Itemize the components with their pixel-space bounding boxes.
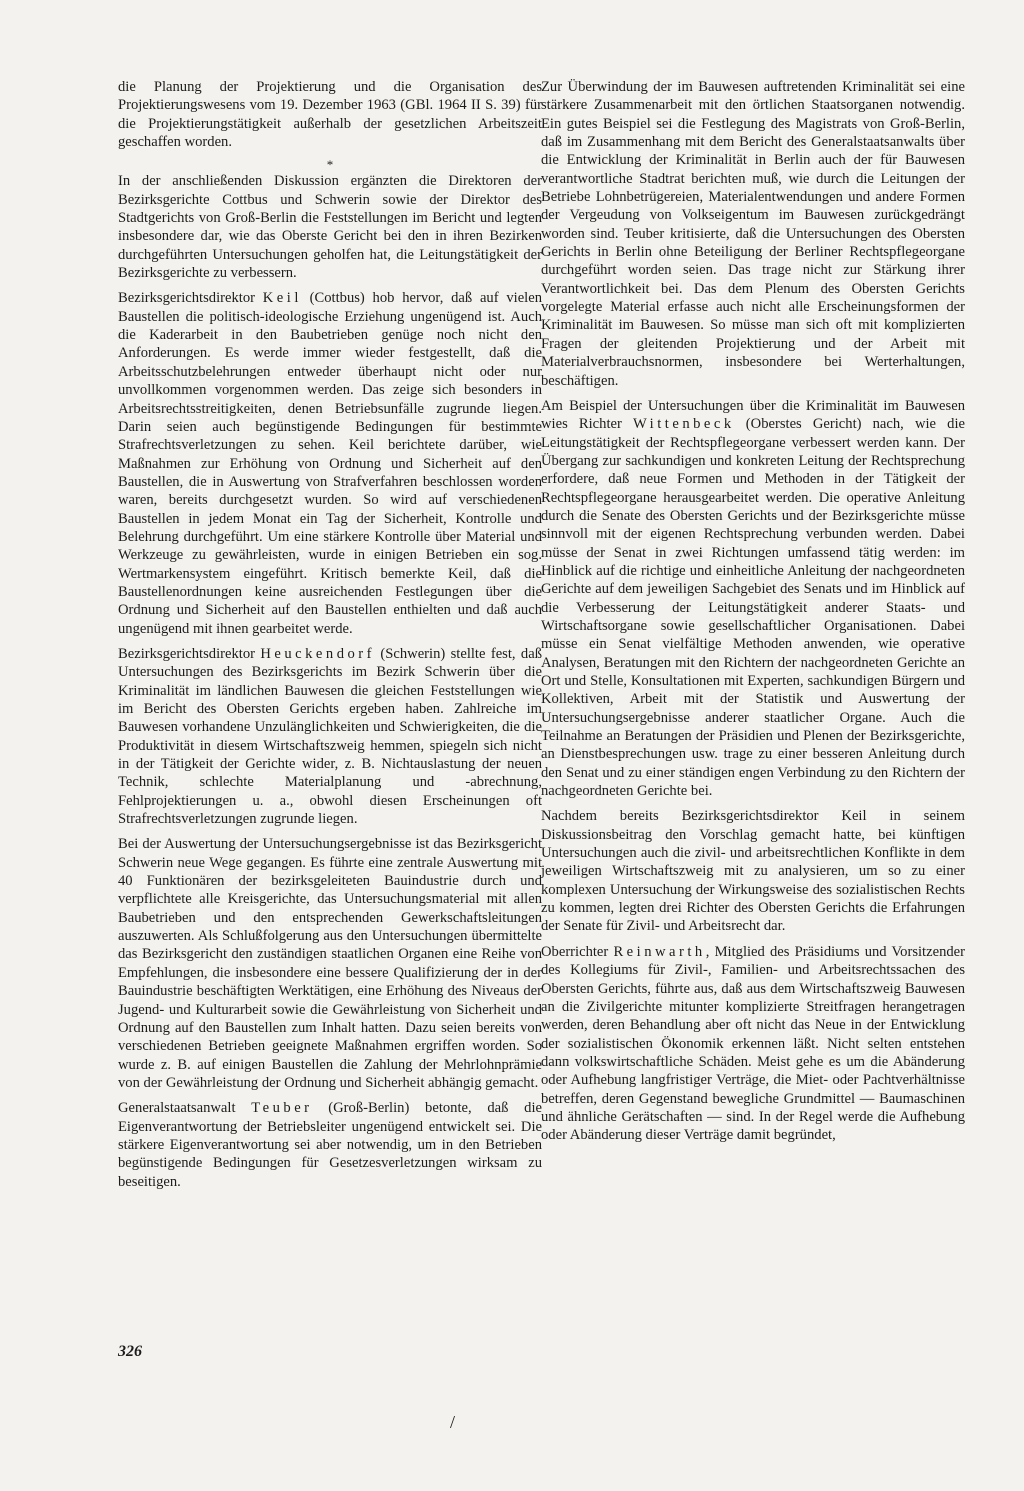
paragraph: Bei der Auswertung der Untersuchungsergebnisse ist das Bezirksgericht Schwerin neue Wege gegangen. Es führte eine zentrale Auswertung mit 40 Funktionären der bezirksgeleiteten Bauindustrie durch und verpflichtete alle Kreisgerichte, das Untersuchungsmaterial mit allen Baubetrieben und den entsprechenden Gewerkschaftsleitungen auszuwerten. Als Schlußfolgerung aus den Untersuchungen übermittelte das Bezirksgericht den zuständigen staatlichen Organen eine Reihe von Empfehlungen, die insbesondere eine bessere Qualifizierung der in der Bauindustrie beschäftigten Werktätigen, eine Erhöhung des Niveaus der Jugend- und Kulturarbeit sowie die Gewährleistung von Sicherheit und Ordnung auf den Baustellen zum Inhalt hatten. Dazu seien bereits von verschiedenen Betrieben geeignete Maßnahmen ergriffen worden. So wurde z. B. auf einigen Baustellen die Zahlung der Mehrlohnprämie von der Gewährleistung der Ordnung und Sicherheit abhängig gemacht. (118, 836, 542, 1091)
paragraph (118, 645, 542, 828)
left-column (118, 78, 542, 1198)
paragraph: die Planung der Projektierung und die Organisation des Projektierungswesens vom 19. Dezember 1963 (GBl. 1964 II S. 39) für die Projektierungstätigkeit außerhalb der gesetzlichen Arbeitszeit geschaffen worden. (118, 79, 542, 151)
bottom-mark: / (450, 1412, 456, 1432)
speaker-name: Teuber (251, 1100, 313, 1117)
paragraph-text: (Groß-Berlin) betonte, daß die Eigenverantwortung der Betriebsleiter ungenügend entwickelt sei. Die stärkere Eigenverantwortung sei aber notwendig, um in den Betrieben begünstigende Bedingungen für Gesetzesverletzungen wirksam zu beseitigen. (118, 1100, 542, 1190)
page-number: 326 (118, 1343, 142, 1360)
paragraph-text: (Cottbus) hob hervor, daß auf vielen Baustellen die politisch-ideologische Erziehung ungenügend ist. Auch die Kaderarbeit in den Baubetrieben genüge noch nicht den Anforderungen. Es werde immer wieder festgestellt, daß die Arbeitsschutzbelehrungen entweder überhaupt nicht oder nur unvollkommen vorgenommen werden. Das zeige sich besonders in Arbeitsrechtsstreitigkeiten, denen Betriebsunfälle zugrunde liegen. Darin seien auch begünstigende Bedingungen für bestimmte Strafrechtsverletzungen zu sehen. Keil berichtete darüber, wie Maßnahmen zur Erhöhung von Ordnung und Sicherheit auf den Baustellen, die in Auswertung von Strafverfahren beschlossen worden waren, bereits durchgesetzt wurden. So wird auf verschiedenen Baustellen in jedem Monat ein Tag der Sicherheit, Kontrolle und Belehrung durchgeführt. Um eine stärkere Kontrolle über Material und Werkzeuge zu gewährleisten, wurde in einigen Betrieben ein sog. Wertmarkensystem eingeführt. Kritisch bemerkte Keil, daß die Baustellenordnungen keine ausreichenden Festlegungen über die Ordnung und Sicherheit auf den Baustellen enthielten und daß auch ungenügend mit ihnen gearbeitet werde. (118, 290, 543, 637)
paragraph-text: (Schwerin) stellte fest, daß Untersuchungen des Bezirksgerichts im Bezirk Schwerin über die Kriminalität im ländlichen Bauwesen die gleichen Feststellungen wie im Bericht des Obersten Gerichts ergeben haben. Zahlreiche im Bauwesen vorhandene Unzulänglichkeiten und Schwierigkeiten, die die Produktivität in diesem Wirtschaftszweig hemmen, spiegeln sich nicht in der Tätigkeit der Gerichte wider, z. B. Nichtauslastung der neuen Technik, schlechte Materialplanung und -abrechnung, Fehlprojektierungen u. a., obwohl diesen Erscheinungen oft Strafrechtsverletzungen zugrunde liegen. (118, 645, 542, 828)
speaker-name: Heuckendorf (260, 645, 376, 662)
paragraph: Nachdem bereits Bezirksgerichtsdirektor Keil in seinem Diskussionsbeitrag den Vorschlag gemacht hatte, bei künftigen Untersuchungen auch die zivil- und arbeitsrechtlichen Konflikte in dem jeweiligen Wirtschaftszweig mit zu analysieren, um so zu einer komplexen Untersuchung der Wirkungsweise des sozialistischen Rechts zu kommen, legten drei Richter des Obersten Gerichts die Erfahrungen der Senate für Zivil- und Arbeitsrecht dar. (541, 808, 965, 935)
right-column (541, 78, 965, 1152)
paragraph (118, 289, 542, 638)
paragraph-lead: Bezirksgerichtsdirektor (118, 290, 263, 307)
paragraph: In der anschließenden Diskussion ergänzten die Direktoren der Bezirksgerichte Cottbus und Schwerin sowie der Direktor des Stadtgerichts von Groß-Berlin die Feststellungen im Bericht und legten insbesondere dar, wie das Oberste Gericht bei den in ihren Bezirken durchgeführten Untersuchungen geholfen hat, die Leitungstätigkeit der Bezirksgerichte zu verbessern. (118, 173, 542, 282)
paragraph-lead: Am Beispiel der Untersuchungen über die Kriminalität im Bauwesen wies Richter (541, 397, 965, 433)
section-separator: * (326, 157, 334, 173)
paragraph (541, 397, 965, 801)
paragraph (118, 1099, 542, 1191)
paragraph-text: , Mitglied des Präsidiums und Vorsitzender des Kollegiums für Zivil-, Familien- und Arbeitsrechtssachen des Obersten Gerichts, führte aus, daß aus dem Wirtschaftszweig Bauwesen an die Zivilgerichte mitunter komplizierte Streitfragen herangetragen werden, deren Behandlung aber oft nicht das Neue in der Entwicklung der sozialistischen Ökonomik erkennen läßt. Nicht selten entstehen dann volkswirtschaftliche Schäden. Meist gehe es um die Abänderung oder Aufhebung langfristiger Verträge, die Miet- oder Pachtverhältnisse betreffen, deren Gegenstand bewegliche Grundmittel — Baumaschinen und ähnliche Gerätschaften — sind. In der Regel werde die Aufhebung oder Abänderung dieser Verträge damit begründet, (541, 943, 965, 1144)
paragraph-text: (Oberstes Gericht) nach, wie die Leitungstätigkeit der Rechtspflegeorgane verbessert werden kann. Der Übergang zur sachkundigen und konkreten Leitung der Rechtsprechung erfordere, daß neue Formen und Methoden in der Tätigkeit der Rechtspflegeorgane herausgearbeitet werden. Die operative Anleitung durch die Senate des Obersten Gerichts und der Bezirksgerichte müsse sinnvoll mit der eigenen Rechtsprechung verbunden werden. Dabei müsse der Senat in zwei Richtungen umfassend tätig werden: im Hinblick auf die richtige und einheitliche Anleitung der nachgeordneten Gerichte auf dem jeweiligen Sachgebiet des Senats und im Hinblick auf die Verbesserung der Leitungstätigkeit anderer Staats- und Wirtschaftsorgane sowie gesellschaftlicher Organisationen. Dabei müsse ein Senat vielfältige Methoden anwenden, wie operative Analysen, Beratungen mit den Richtern der nachgeordneten Gerichte an Ort und Stelle, Konsultationen mit Experten, sachkundigen Bürgern und Kollektiven, Arbeit mit der Statistik und Auswertung der Untersuchungsergebnisse anderer staatlicher Organe. Auch die Teilnahme an Beratungen der Präsidien und Plenen der Bezirksgerichte, an Dienstbesprechungen usw. trage zu einer besseren Anleitung durch den Senat und zu einer ständigen engen Verbindung zu den Richtern der nachgeordneten Gerichte bei. (541, 416, 965, 800)
paragraph (541, 943, 965, 1145)
paragraph-lead: Generalstaatsanwalt (118, 1100, 252, 1117)
paragraph-lead: Oberrichter (541, 943, 614, 960)
speaker-name: Wittenbeck (632, 416, 735, 433)
speaker-name: Reinwarth (613, 943, 706, 960)
speaker-name: Keil (262, 290, 302, 307)
paragraph: Zur Überwindung der im Bauwesen auftretenden Kriminalität sei eine stärkere Zusammenarbeit mit den örtlichen Staatsorganen notwendig. Ein gutes Beispiel sei die Festlegung des Magistrats von Groß-Berlin, daß im Zusammenhang mit dem Bericht des Generalstaatsanwalts über die Entwicklung der Kriminalität in Berlin auch der für Bauwesen verantwortliche Stadtrat berichten muß, wie durch die Leitungen der Betriebe Lohnbetrügereien, Materialentwendungen und andere Formen der Vergeudung von Volkseigentum im Bauwesen zurückgedrängt worden sind. Teuber kritisierte, daß die Untersuchungen des Obersten Gerichts in Berlin ohne Beteiligung der Berliner Rechtspflegeorgane durchgeführt worden seien. Das trage nicht zur Stärkung ihrer Verantwortlichkeit bei. Das dem Plenum des Obersten Gerichts vorgelegte Material erfasse auch nicht alle Erscheinungsformen der Kriminalität im Bauwesen. So müsse man sich oft mit komplizierten Fragen der gleitenden Projektierung und der Arbeit mit Materialverbrauchsnormen, insbesondere bei Werterhaltungen, beschäftigen. (541, 79, 965, 389)
paragraph-lead: Bezirksgerichtsdirektor (118, 645, 261, 662)
